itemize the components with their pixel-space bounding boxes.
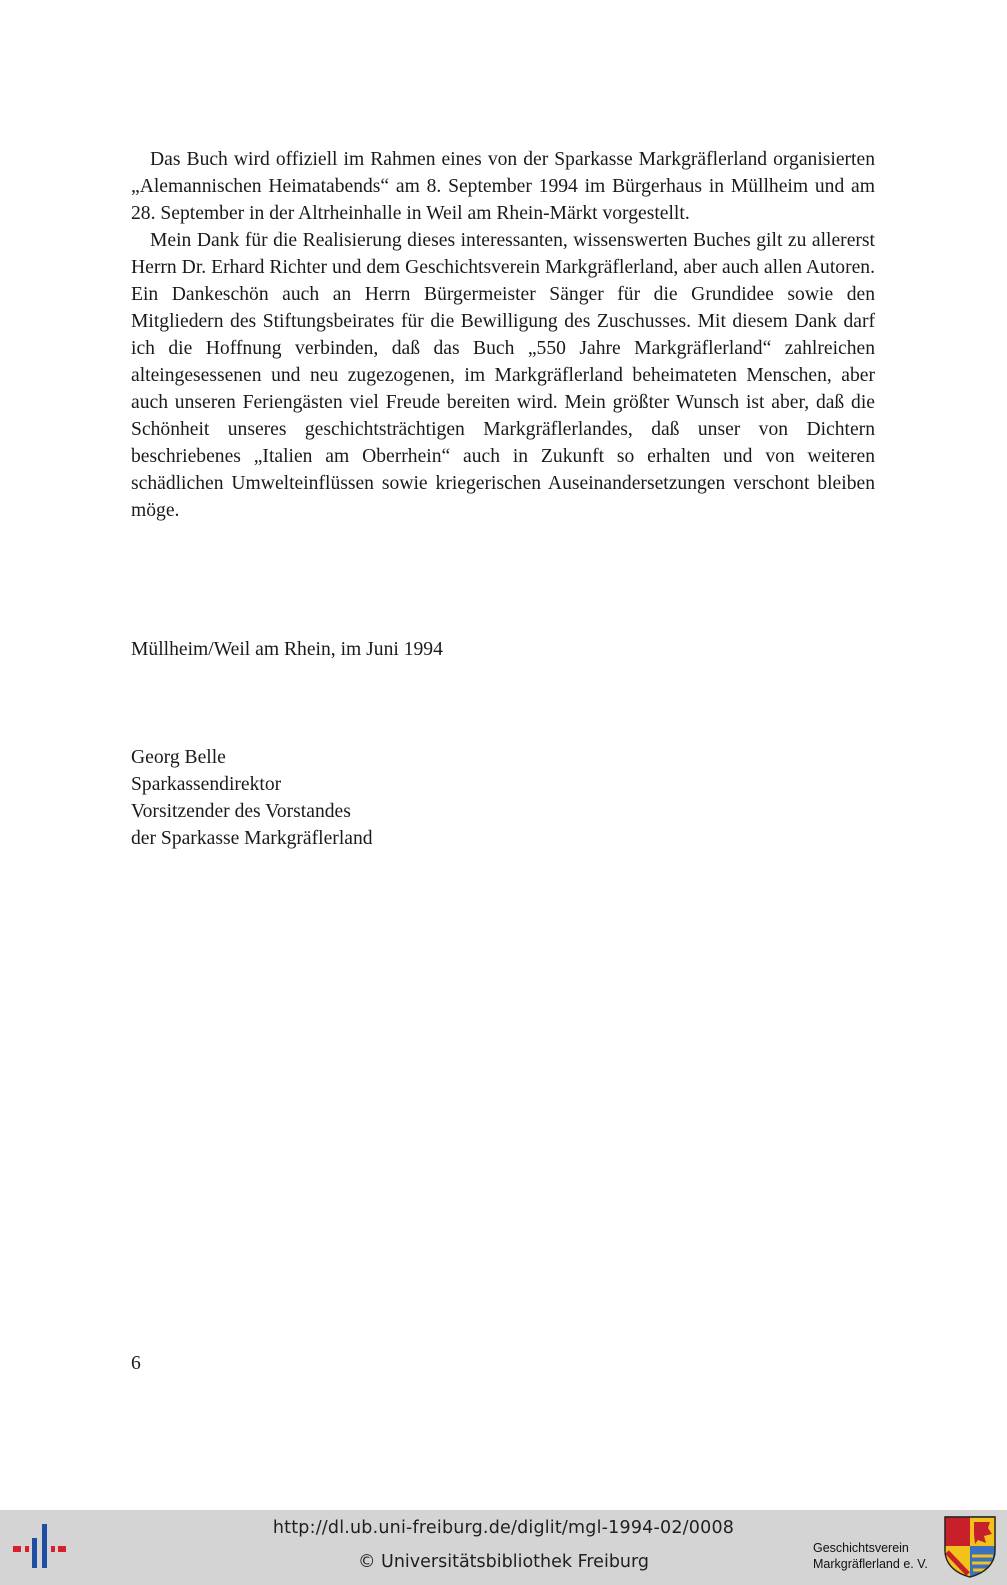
copyright-notice: © Universitätsbibliothek Freiburg [357,1552,650,1572]
coat-of-arms-icon[interactable] [944,1516,996,1578]
viewer-footer [0,1510,1007,1585]
society-name [813,1540,928,1572]
signature-title: Sparkassendirektor [131,774,282,795]
signature-name: Georg Belle [131,747,226,768]
body-text [131,146,875,524]
society-name-line2: Markgräflerland e. V. [813,1557,928,1571]
society-name-line1: Geschichtsverein [813,1541,909,1555]
place-date: Müllheim/Weil am Rhein, im Juni 1994 [131,639,443,660]
page-number: 6 [131,1353,141,1374]
signature-role: Vorsitzender des Vorstandes [131,801,351,822]
paragraph-1: Das Buch wird offiziell im Rahmen eines von der Sparkasse Markgräflerland organisierten „Alemannischen Heimatabends“ am 8. September 1994 im Bürgerhaus in Müllheim und am 28. September in der Altrheinhalle in Weil am Rhein-Märkt vorgestellt. [131,149,875,224]
signature-block [131,744,373,852]
permalink-url[interactable]: http://dl.ub.uni-freiburg.de/diglit/mgl-1994-02/0008 [272,1518,735,1538]
paragraph-2: Mein Dank für die Realisierung dieses interessanten, wissenswerten Buches gilt zu allererst Herrn Dr. Erhard Richter und dem Geschichtsverein Markgräflerland, aber auch allen Autoren. Ein Dankeschön auch an Herrn Bürgermeister Sänger für die Grundidee sowie den Mitgliedern des Stiftungsbeirates für die Bewilligung des Zuschusses. Mit diesem Dank darf ich die Hoffnung verbinden, daß das Buch „550 Jahre Markgräflerland“ zahlreichen alteingesessenen und neu zugezogenen, im Markgräflerland beheimateten Menschen, aber auch unseren Feriengästen viel Freude bereiten wird. Mein größter Wunsch ist aber, daß die Schönheit unseres geschichtsträchtigen Markgräflerlandes, daß unser von Dichtern beschriebenes „Italien am Oberrhein“ auch in Zukunft so erhalten und von weiteren schädlichen Umwelteinflüssen sowie kriegerischen Auseinandersetzungen verschont bleiben möge. [131,230,875,521]
signature-institution: der Sparkasse Markgräflerland [131,828,373,849]
